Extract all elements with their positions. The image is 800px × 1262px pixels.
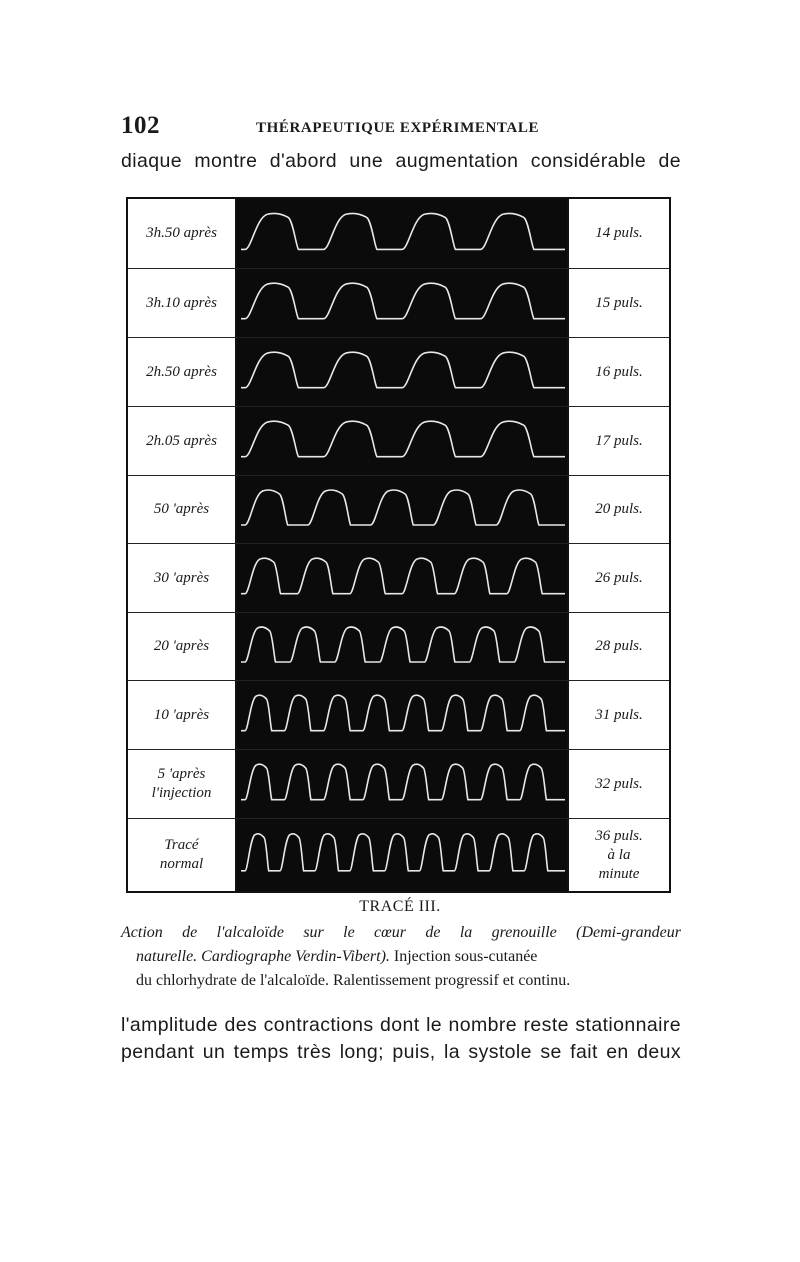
pulse-count-line: 15 puls. [595,294,643,311]
caption-line-3: du chlorhydrate de l'alcaloïde. Ralentissement progressif et continu. [136,972,571,989]
pulse-count-line: 14 puls. [595,225,643,241]
trace-waveform [237,819,567,891]
time-label-line: 20 'après [153,638,210,654]
pulse-count [567,544,669,612]
time-label-line: 50 'après [153,501,210,517]
time-label [128,476,237,543]
trace-row [128,269,669,338]
trace-waveform [237,544,567,612]
pulse-count-line: 20 puls. [595,501,643,517]
cardiograph-trace [237,544,567,612]
pulse-count-line: 31 puls. [595,706,643,723]
cardiograph-trace [237,750,567,818]
time-label [128,407,237,475]
time-label [128,750,237,818]
pulse-curve [241,283,565,319]
body-text-bottom-1: l'amplitude des contractions dont le nombre reste stationnaire [121,1014,681,1036]
pulse-curve [241,627,565,662]
time-label-line: 3h.50 après [146,225,217,241]
time-label-line: 10 'après [153,706,210,723]
pulse-count-line: 16 puls. [595,363,643,380]
time-label [128,338,237,406]
trace-row [128,338,669,407]
time-label-line: 2h.05 après [146,432,217,449]
pulse-count-line: minute [598,865,640,882]
pulse-count [567,199,669,268]
pulse-count-line: 26 puls. [595,569,643,586]
cardiograph-trace [237,476,567,543]
cardiograph-trace [237,681,567,749]
trace-waveform [237,269,567,337]
pulse-curve [241,352,565,388]
cardiograph-trace [237,199,567,268]
pulse-count [567,338,669,406]
pulse-count [567,476,669,543]
time-label [128,613,237,680]
cardiograph-trace [237,613,567,680]
trace-row [128,613,669,681]
cardiograph-trace [237,819,567,891]
pulse-count-line: 36 puls. [595,827,643,844]
time-label-line: 5 'après [157,766,206,782]
trace-row [128,544,669,613]
pulse-count [567,613,669,680]
cardiograph-trace [237,407,567,475]
time-label-line: 30 'après [153,569,210,586]
time-label-line: l'injection [151,785,212,801]
trace-waveform [237,681,567,749]
caption-line-2-italic: naturelle. Cardiographe Verdin-Vibert). [136,948,390,965]
time-label [128,544,237,612]
cardiograph-trace [237,338,567,406]
figure-caption-title: TRACÉ III. [359,898,441,915]
pulse-count [567,681,669,749]
page-number: 102 [121,112,160,139]
body-text-bottom-2: pendant un temps très long; puis, la systole se fait en deux [121,1041,681,1063]
pulse-curve [241,834,565,871]
time-label-line: Tracé [164,837,199,853]
pulse-curve [241,490,565,525]
trace-row [128,681,669,750]
page-header [121,112,681,142]
trace-waveform [237,407,567,475]
pulse-curve [241,695,565,731]
caption-line-2-rest: Injection sous-cutanée [389,948,538,965]
time-label [128,819,237,891]
pulse-curve [241,421,565,457]
time-label-line: normal [159,856,204,872]
pulse-count [567,407,669,475]
time-label [128,199,237,268]
pulse-count-line: à la [607,846,631,863]
trace-waveform [237,613,567,680]
caption-line-1: Action de l'alcaloïde sur le cœur de la grenouille (Demi-grandeur [121,924,681,941]
time-label [128,269,237,337]
trace-waveform [237,338,567,406]
cardiograph-figure [126,197,671,893]
running-title: THÉRAPEUTIQUE EXPÉRIMENTALE [256,120,540,136]
time-label-line: 2h.50 après [146,363,217,380]
trace-row [128,819,669,891]
cardiograph-trace [237,269,567,337]
pulse-count-line: 17 puls. [595,432,643,449]
pulse-count [567,750,669,818]
pulse-count [567,269,669,337]
trace-waveform [237,750,567,818]
pulse-count [567,819,669,891]
trace-row [128,750,669,819]
trace-waveform [237,199,567,268]
pulse-curve [241,213,565,249]
trace-row [128,407,669,476]
pulse-curve [241,558,565,594]
trace-waveform [237,476,567,543]
time-label [128,681,237,749]
pulse-curve [241,764,565,800]
pulse-count-line: 32 puls. [595,775,643,792]
trace-row [128,199,669,269]
time-label-line: 3h.10 après [146,294,217,311]
trace-row [128,476,669,544]
pulse-count-line: 28 puls. [595,638,643,654]
body-text-top: diaque montre d'abord une augmentation considérable de [121,150,681,172]
caption-line-2 [136,948,681,966]
